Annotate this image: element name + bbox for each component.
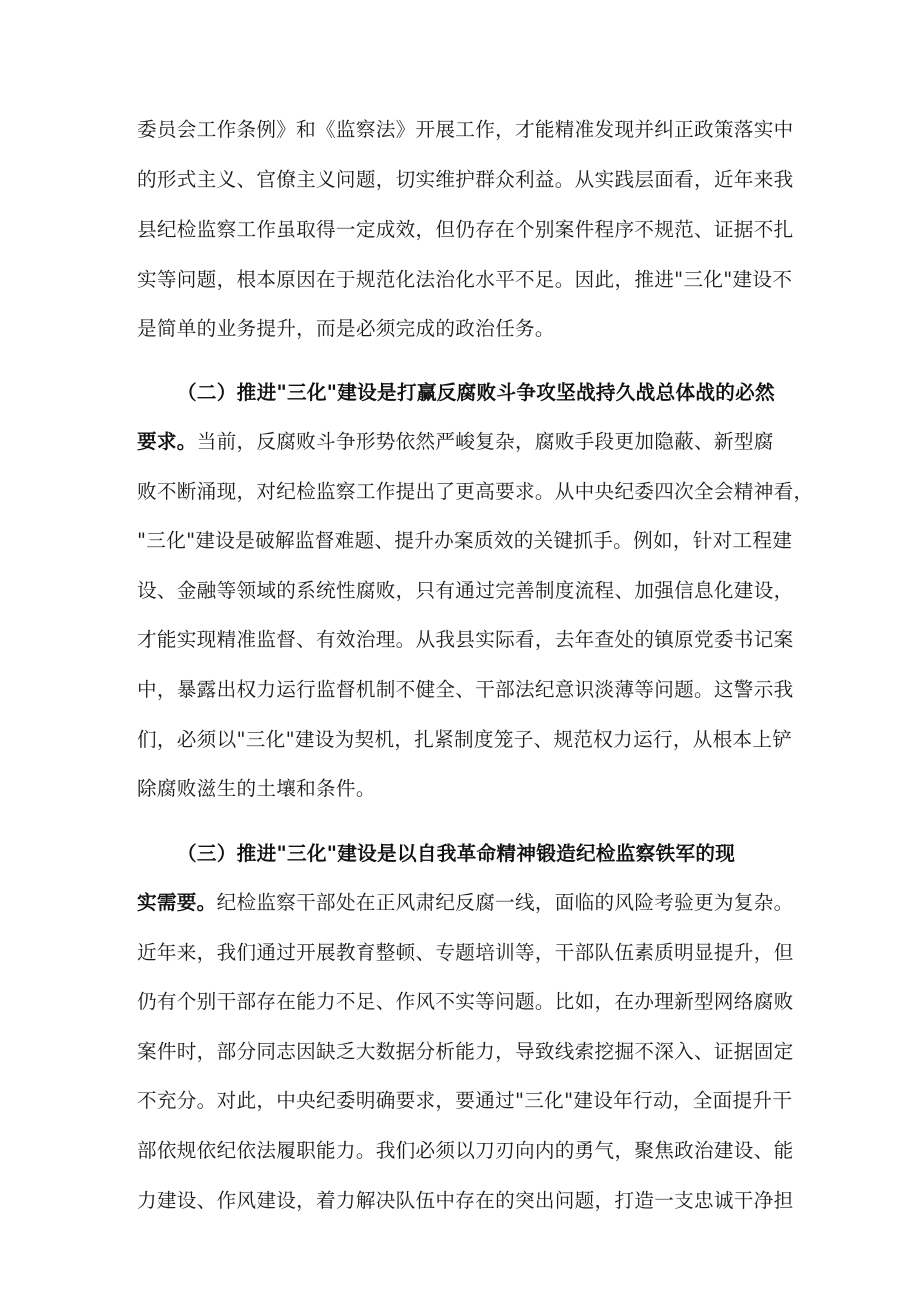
p2-line-7: 中，暴露出权力运行监督机制不健全、干部法纪意识淡薄等问题。这警示我	[137, 678, 794, 701]
p3-line-4: 仍有个别干部存在能力不足、作风不实等问题。比如，在办理新型网络腐败	[137, 990, 794, 1013]
p2-line-3: 败不断涌现，对纪检监察工作提出了更高要求。从中央纪委四次全会精神看，	[137, 480, 814, 503]
p3-heading-line: （三）推进"三化"建设是以自我革命精神锻造纪检监察铁军的现	[177, 842, 736, 865]
p3-line-2	[137, 883, 794, 923]
p1-line-2: 的形式主义、官僚主义问题，切实维护群众利益。从实践层面看，近年来我	[137, 168, 794, 191]
p2-heading-end: 要求。	[137, 430, 197, 453]
p1-line-1: 委员会工作条例》和《监察法》开展工作，才能精准发现并纠正政策落实中	[137, 118, 794, 141]
p2-line-4: "三化"建设是破解监督难题、提升办案质效的关键抓手。例如，针对工程建	[137, 529, 793, 552]
p2-line-5: 设、金融等领域的系统性腐败，只有通过完善制度流程、加强信息化建设，	[137, 579, 794, 602]
p3-line-5: 案件时，部分同志因缺乏大数据分析能力，导致线索挖掘不深入、证据固定	[137, 1040, 794, 1063]
p1-line-5: 是简单的业务提升，而是必须完成的政治任务。	[137, 317, 555, 340]
p2-heading-line: （二）推进"三化"建设是打赢反腐败斗争攻坚战持久战总体战的必然	[177, 381, 775, 404]
p3-heading-end: 实需要。	[137, 891, 217, 914]
p2-line-2	[137, 422, 774, 462]
p3-line-8: 力建设、作风建设，着力解决队伍中存在的突出问题，打造一支忠诚干净担	[137, 1189, 794, 1212]
p3-line-3: 近年来，我们通过开展教育整顿、专题培训等，干部队伍素质明显提升，但	[137, 941, 794, 964]
p3-line-7: 部依规依纪依法履职能力。我们必须以刀刃向内的勇气，聚焦政治建设、能	[137, 1139, 794, 1162]
p3-line-6: 不充分。对此，中央纪委明确要求，要通过"三化"建设年行动，全面提升干	[137, 1089, 793, 1112]
p2-line-8: 们，必须以"三化"建设为契机，扎紧制度笼子、规范权力运行，从根本上铲	[137, 728, 793, 751]
p1-line-3: 县纪检监察工作虽取得一定成效，但仍存在个别案件程序不规范、证据不扎	[137, 218, 794, 241]
p3-line-2-text: 纪检监察干部处在正风肃纪反腐一线，面临的风险考验更为复杂。	[216, 891, 794, 914]
p2-line-6: 才能实现精准监督、有效治理。从我县实际看，去年查处的镇原党委书记案	[137, 628, 794, 651]
p2-line-9: 除腐败滋生的土壤和条件。	[137, 777, 376, 800]
p1-line-4: 实等问题，根本原因在于规范化法治化水平不足。因此，推进"三化"建设不	[137, 268, 793, 291]
p2-line-2-text: 当前，反腐败斗争形势依然严峻复杂，腐败手段更加隐蔽、新型腐	[196, 430, 774, 453]
